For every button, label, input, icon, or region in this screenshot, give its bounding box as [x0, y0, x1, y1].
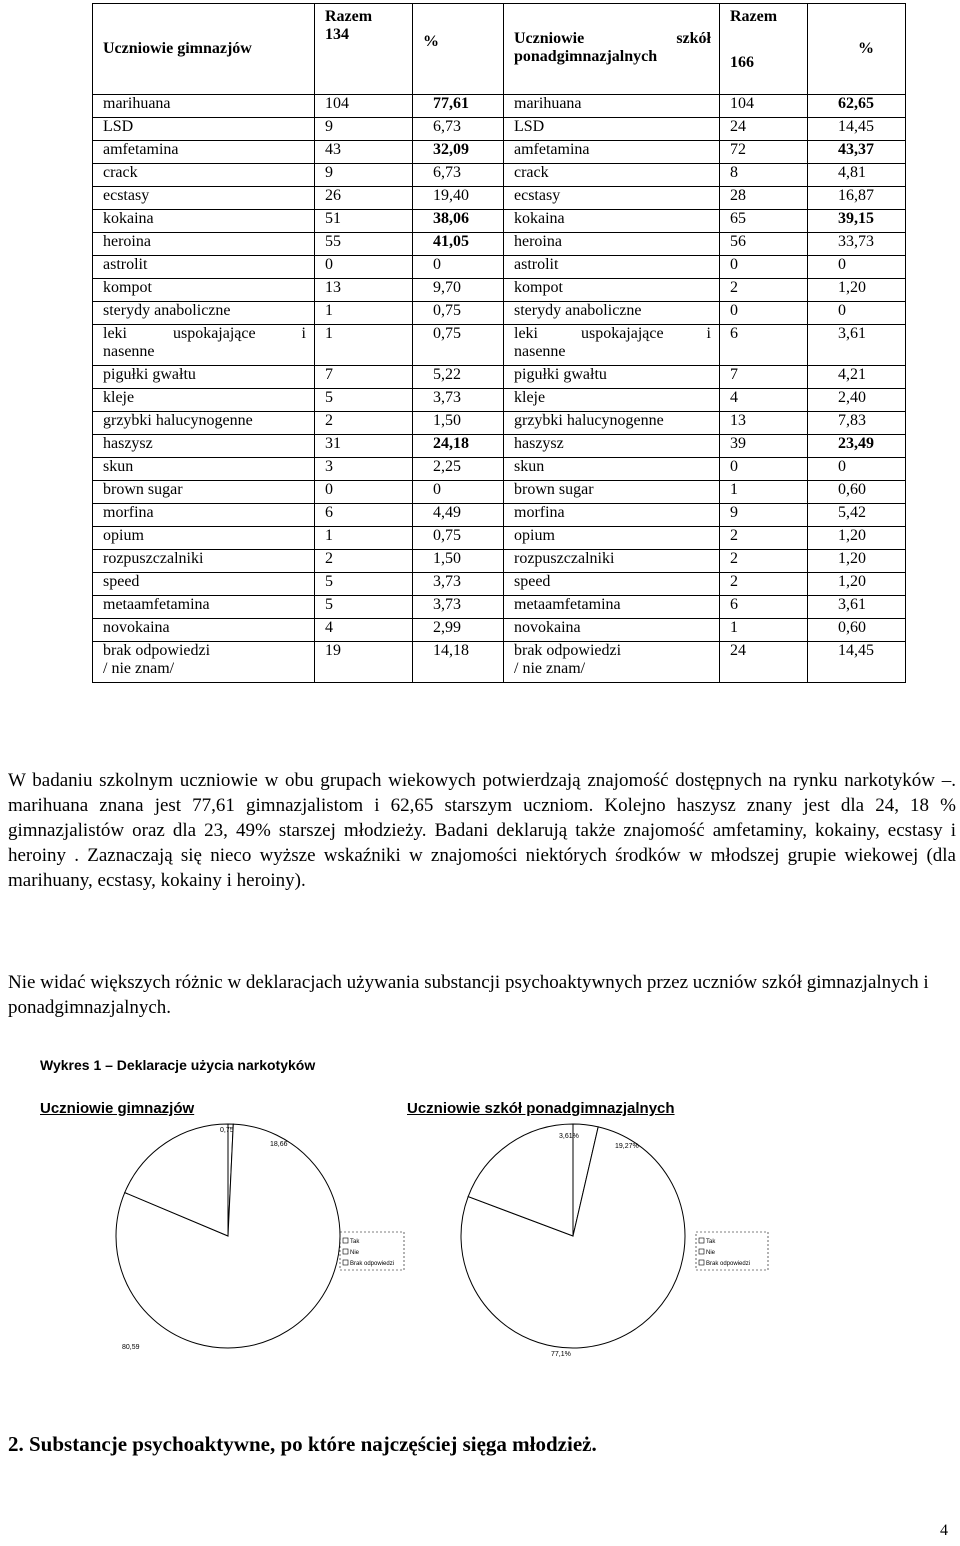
percent-cell: 3,61	[808, 596, 906, 619]
percent-cell: 9,70	[413, 279, 504, 302]
table-row	[93, 366, 906, 389]
substance-name-cell: leki uspokajające i nasenne	[504, 325, 720, 366]
table-row	[93, 389, 906, 412]
percent-cell: 16,87	[808, 187, 906, 210]
substance-name-cell: kleje	[504, 389, 720, 412]
legend-label: Brak odpowiedzi	[350, 1261, 395, 1267]
count-cell: 1	[720, 481, 808, 504]
percent-cell: 1,20	[808, 527, 906, 550]
substance-name-cell: astrolit	[93, 256, 315, 279]
table-row	[93, 619, 906, 642]
substance-name-cell: brown sugar	[504, 481, 720, 504]
count-cell: 0	[315, 256, 413, 279]
section-heading: 2. Substancje psychoaktywne, po które najczęściej sięga młodzież.	[8, 1432, 597, 1456]
percent-cell: 0,75	[413, 527, 504, 550]
count-cell: 6	[315, 504, 413, 527]
count-cell: 2	[315, 550, 413, 573]
substance-name-cell: sterydy anaboliczne	[93, 302, 315, 325]
legend-swatch	[343, 1260, 348, 1265]
count-cell: 55	[315, 233, 413, 256]
percent-cell: 24,18	[413, 435, 504, 458]
percent-cell: 3,73	[413, 573, 504, 596]
percent-cell: 1,20	[808, 279, 906, 302]
percent-cell: 0	[413, 481, 504, 504]
count-cell: 7	[315, 366, 413, 389]
percent-cell: 4,81	[808, 164, 906, 187]
substance-name-cell: morfina	[504, 504, 720, 527]
pie-value-label: 3,61%	[559, 1133, 579, 1140]
legend-label: Tak	[350, 1239, 360, 1245]
substance-name-cell: rozpuszczalniki	[93, 550, 315, 573]
substance-name-cell: haszysz	[504, 435, 720, 458]
count-cell: 3	[315, 458, 413, 481]
percent-cell: 39,15	[808, 210, 906, 233]
chart-title-secondary: Uczniowie szkół ponadgimnazjalnych	[407, 1100, 675, 1117]
table-row	[93, 596, 906, 619]
drug-knowledge-table	[92, 3, 906, 683]
count-cell: 1	[315, 325, 413, 366]
legend-swatch	[343, 1238, 348, 1243]
pie-chart-gym	[40, 1124, 395, 1379]
percent-cell: 14,18	[413, 642, 504, 683]
header-students-secondary: Uczniowie szkół ponadgimnazjalnych	[504, 4, 720, 95]
header-percent-secondary: %	[808, 4, 906, 95]
count-cell: 4	[315, 619, 413, 642]
count-cell: 1	[315, 302, 413, 325]
percent-cell: 23,49	[808, 435, 906, 458]
table-row	[93, 187, 906, 210]
percent-cell: 33,73	[808, 233, 906, 256]
count-cell: 9	[315, 164, 413, 187]
percent-cell: 1,20	[808, 550, 906, 573]
count-cell: 6	[720, 596, 808, 619]
substance-name-cell: novokaina	[504, 619, 720, 642]
count-cell: 24	[720, 642, 808, 683]
count-cell: 0	[720, 256, 808, 279]
table-row	[93, 233, 906, 256]
header-percent-gym: %	[413, 4, 504, 95]
substance-name-cell: rozpuszczalniki	[504, 550, 720, 573]
count-cell: 0	[315, 481, 413, 504]
pie-value-label: 18,66	[270, 1141, 288, 1148]
percent-cell: 14,45	[808, 118, 906, 141]
substance-name-cell: amfetamina	[504, 141, 720, 164]
summary-paragraph-1: W badaniu szkolnym uczniowie w obu grupach wiekowych potwierdzają znajomość dostępnych na rynku narkotyków –. marihuana znana jest 77,61 gimnazjalistom i 62,65 starszym uczniom. Kolejno haszysz znany jest dla 24, 18 % gimnazjalistów oraz dla 23, 49% starszej młodzieży. Badani deklarują także znajomość amfetaminy, kokainy, ecstasy i heroiny . Zaznaczają się nieco wyższe wskaźniki w znajomości niektórych środków w młodszej grupie wiekowej (dla marihuany, ecstasy, kokainy i heroiny).	[8, 770, 956, 891]
percent-cell: 0	[413, 256, 504, 279]
percent-cell: 3,73	[413, 596, 504, 619]
count-cell: 43	[315, 141, 413, 164]
percent-cell: 1,20	[808, 573, 906, 596]
count-cell: 5	[315, 573, 413, 596]
legend-label: Nie	[706, 1250, 716, 1256]
count-cell: 0	[720, 458, 808, 481]
count-cell: 13	[720, 412, 808, 435]
count-cell: 2	[720, 550, 808, 573]
pie-value-label: 0,75	[220, 1127, 234, 1134]
table-row	[93, 527, 906, 550]
count-cell: 9	[315, 118, 413, 141]
substance-name-cell: skun	[504, 458, 720, 481]
count-cell: 26	[315, 187, 413, 210]
substance-name-cell: opium	[504, 527, 720, 550]
percent-cell: 3,73	[413, 389, 504, 412]
count-cell: 5	[315, 389, 413, 412]
count-cell: 2	[720, 527, 808, 550]
table-row	[93, 550, 906, 573]
count-cell: 1	[720, 619, 808, 642]
percent-cell: 32,09	[413, 141, 504, 164]
count-cell: 5	[315, 596, 413, 619]
percent-cell: 0,75	[413, 325, 504, 366]
percent-cell: 14,45	[808, 642, 906, 683]
percent-cell: 1,50	[413, 412, 504, 435]
table-row	[93, 210, 906, 233]
percent-cell: 7,83	[808, 412, 906, 435]
header-students-gym: Uczniowie gimnazjów	[93, 4, 315, 95]
chart-caption: Wykres 1 – Deklaracje użycia narkotyków	[40, 1057, 316, 1073]
count-cell: 0	[720, 302, 808, 325]
percent-cell: 43,37	[808, 141, 906, 164]
count-cell: 13	[315, 279, 413, 302]
substance-name-cell: sterydy anaboliczne	[504, 302, 720, 325]
legend-swatch	[699, 1260, 704, 1265]
count-cell: 8	[720, 164, 808, 187]
table-row	[93, 164, 906, 187]
percent-cell: 1,50	[413, 550, 504, 573]
substance-name-cell: crack	[93, 164, 315, 187]
substance-name-cell: metaamfetamina	[93, 596, 315, 619]
substance-name-cell: heroina	[93, 233, 315, 256]
percent-cell: 41,05	[413, 233, 504, 256]
count-cell: 7	[720, 366, 808, 389]
substance-name-cell: ecstasy	[504, 187, 720, 210]
substance-name-cell: grzybki halucynogenne	[504, 412, 720, 435]
count-cell: 104	[720, 95, 808, 118]
table-row	[93, 256, 906, 279]
substance-name-cell: brak odpowiedzi / nie znam/	[93, 642, 315, 683]
header-total-gym: Razem 134	[315, 4, 413, 95]
table-row	[93, 279, 906, 302]
table-row	[93, 481, 906, 504]
table-row	[93, 412, 906, 435]
substance-name-cell: speed	[504, 573, 720, 596]
percent-cell: 38,06	[413, 210, 504, 233]
substance-name-cell: pigułki gwałtu	[93, 366, 315, 389]
percent-cell: 0	[808, 256, 906, 279]
substance-name-cell: kompot	[93, 279, 315, 302]
substance-name-cell: marihuana	[504, 95, 720, 118]
substance-name-cell: opium	[93, 527, 315, 550]
substance-name-cell: kokaina	[504, 210, 720, 233]
table-row	[93, 435, 906, 458]
count-cell: 28	[720, 187, 808, 210]
legend-swatch	[699, 1249, 704, 1254]
table-row	[93, 141, 906, 164]
count-cell: 19	[315, 642, 413, 683]
substance-name-cell: astrolit	[504, 256, 720, 279]
percent-cell: 0,75	[413, 302, 504, 325]
count-cell: 65	[720, 210, 808, 233]
substance-name-cell: kompot	[504, 279, 720, 302]
page-number: 4	[940, 1522, 948, 1539]
percent-cell: 2,40	[808, 389, 906, 412]
substance-name-cell: crack	[504, 164, 720, 187]
header-total-secondary: Razem 166	[720, 4, 808, 95]
count-cell: 56	[720, 233, 808, 256]
count-cell: 39	[720, 435, 808, 458]
percent-cell: 2,25	[413, 458, 504, 481]
substance-name-cell: LSD	[504, 118, 720, 141]
substance-name-cell: haszysz	[93, 435, 315, 458]
percent-cell: 2,99	[413, 619, 504, 642]
pie-value-label: 80,59	[122, 1344, 140, 1351]
pie-chart-secondary	[420, 1124, 760, 1379]
table-row	[93, 325, 906, 366]
percent-cell: 62,65	[808, 95, 906, 118]
count-cell: 9	[720, 504, 808, 527]
substance-name-cell: speed	[93, 573, 315, 596]
percent-cell: 0	[808, 302, 906, 325]
percent-cell: 6,73	[413, 118, 504, 141]
count-cell: 51	[315, 210, 413, 233]
substance-name-cell: skun	[93, 458, 315, 481]
percent-cell: 77,61	[413, 95, 504, 118]
table-row	[93, 302, 906, 325]
count-cell: 1	[315, 527, 413, 550]
percent-cell: 0,60	[808, 619, 906, 642]
substance-name-cell: kokaina	[93, 210, 315, 233]
legend-swatch	[699, 1238, 704, 1243]
count-cell: 24	[720, 118, 808, 141]
count-cell: 2	[720, 573, 808, 596]
chart-title-gym: Uczniowie gimnazjów	[40, 1100, 195, 1117]
substance-name-cell: LSD	[93, 118, 315, 141]
percent-cell: 5,22	[413, 366, 504, 389]
substance-name-cell: brak odpowiedzi / nie znam/	[504, 642, 720, 683]
substance-name-cell: novokaina	[93, 619, 315, 642]
substance-name-cell: marihuana	[93, 95, 315, 118]
table-row	[93, 642, 906, 683]
substance-name-cell: brown sugar	[93, 481, 315, 504]
legend-label: Tak	[706, 1239, 716, 1245]
count-cell: 72	[720, 141, 808, 164]
count-cell: 4	[720, 389, 808, 412]
substance-name-cell: leki uspokajające i nasenne	[93, 325, 315, 366]
legend-label: Brak odpowiedzi	[706, 1261, 751, 1267]
percent-cell: 0,60	[808, 481, 906, 504]
pie-value-label: 19,27%	[615, 1143, 639, 1150]
substance-name-cell: amfetamina	[93, 141, 315, 164]
substance-name-cell: metaamfetamina	[504, 596, 720, 619]
percent-cell: 0	[808, 458, 906, 481]
count-cell: 31	[315, 435, 413, 458]
percent-cell: 4,21	[808, 366, 906, 389]
table-row	[93, 95, 906, 118]
substance-name-cell: heroina	[504, 233, 720, 256]
substance-name-cell: pigułki gwałtu	[504, 366, 720, 389]
percent-cell: 5,42	[808, 504, 906, 527]
count-cell: 2	[315, 412, 413, 435]
substance-name-cell: kleje	[93, 389, 315, 412]
percent-cell: 4,49	[413, 504, 504, 527]
table-header-row	[93, 4, 906, 95]
substance-name-cell: ecstasy	[93, 187, 315, 210]
table-row	[93, 458, 906, 481]
substance-name-cell: morfina	[93, 504, 315, 527]
pie-value-label: 77,1%	[551, 1351, 571, 1358]
summary-paragraph-2: Nie widać większych różnic w deklaracjach używania substancji psychoaktywnych przez uczniów szkół gimnazjalnych i ponadgimnazjalnych.	[8, 972, 929, 1018]
substance-name-cell: grzybki halucynogenne	[93, 412, 315, 435]
percent-cell: 19,40	[413, 187, 504, 210]
percent-cell: 3,61	[808, 325, 906, 366]
legend-swatch	[343, 1249, 348, 1254]
table-row	[93, 118, 906, 141]
table-row	[93, 573, 906, 596]
percent-cell: 6,73	[413, 164, 504, 187]
legend-label: Nie	[350, 1250, 360, 1256]
count-cell: 104	[315, 95, 413, 118]
count-cell: 2	[720, 279, 808, 302]
table-row	[93, 504, 906, 527]
count-cell: 6	[720, 325, 808, 366]
